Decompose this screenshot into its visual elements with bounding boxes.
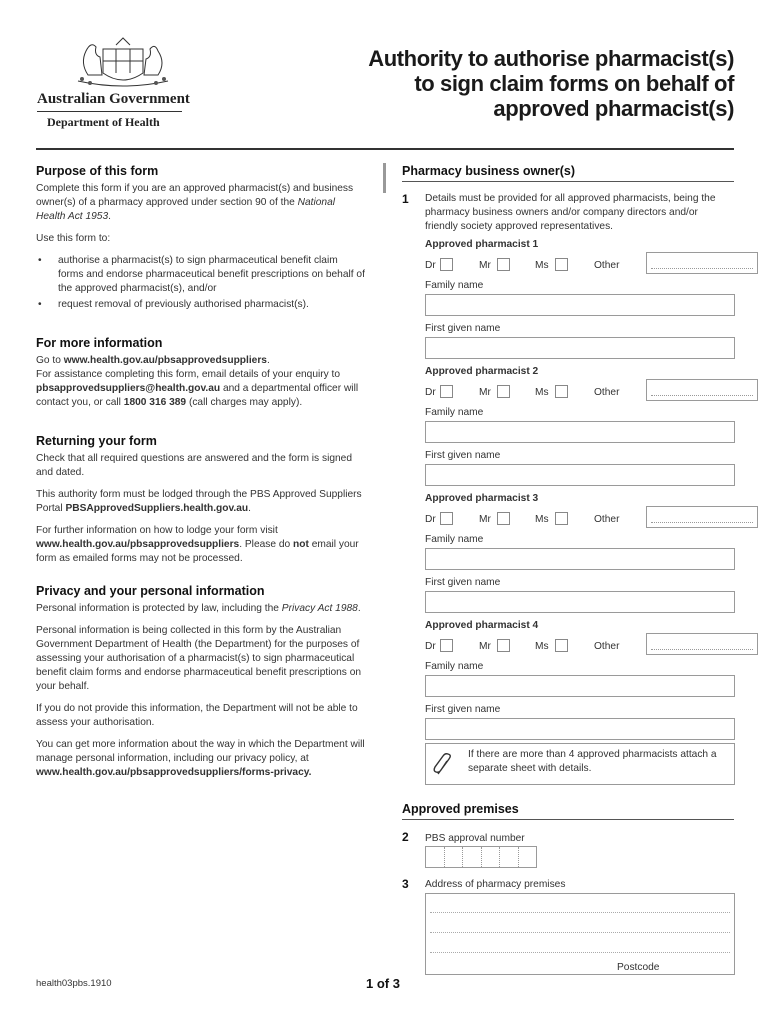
title-dr-checkbox[interactable] (440, 258, 453, 271)
question-3-text: Address of pharmacy premises (425, 879, 566, 890)
more-info-heading: For more information (36, 336, 163, 350)
question-3-number: 3 (402, 877, 409, 891)
title-ms-checkbox[interactable] (555, 385, 568, 398)
title-ms-checkbox[interactable] (555, 512, 568, 525)
pbs-suppliers-link[interactable]: www.health.gov.au/pbsapprovedsuppliers (63, 355, 267, 366)
title-dr-label: Dr (425, 514, 436, 525)
title-ms-checkbox[interactable] (555, 258, 568, 271)
first-name-label: First given name (425, 704, 501, 715)
privacy-text-3: If you do not provide this information, the Department will not be able to assess your authorisation. (36, 703, 358, 728)
premises-address-input[interactable] (425, 893, 735, 975)
title-dr-checkbox[interactable] (440, 512, 453, 525)
first-name-input[interactable] (425, 337, 735, 359)
returning-text-3: For further information on how to lodge your form visit www.health.gov.au/pbsapprovedsuppliers. Please do not email your form as emailed forms may not be processed. (36, 525, 359, 564)
title-mr-checkbox[interactable] (497, 639, 510, 652)
section-marker (383, 163, 386, 193)
title-options (425, 506, 757, 528)
first-name-input[interactable] (425, 464, 735, 486)
info-column (36, 160, 366, 788)
title-other-input[interactable] (646, 379, 758, 401)
pharmacist-heading: Approved pharmacist 1 (425, 239, 539, 250)
purpose-list (36, 254, 366, 312)
title-options (425, 252, 757, 274)
family-name-input[interactable] (425, 548, 735, 570)
attach-note-text: If there are more than 4 approved pharmacists attach a separate sheet with details. (468, 749, 717, 774)
privacy-text-2: Personal information is being collected in this form by the Australian Government Department of Health (the Department) for the purposes of assessing your authorisation of a pharmacist(s) to sign pharmaceutical benefit claim forms and endorse pharmaceutical benefit prescriptions on your behalf. (36, 625, 362, 692)
email-link[interactable]: pbsapprovedsuppliers@health.gov.au (36, 383, 221, 394)
postcode-label: Postcode (617, 962, 660, 973)
title-other-input[interactable] (646, 252, 758, 274)
question-2-text: PBS approval number (425, 833, 525, 844)
title-dr-checkbox[interactable] (440, 385, 453, 398)
first-name-label: First given name (425, 577, 501, 588)
question-2-number: 2 (402, 830, 409, 844)
title-mr-checkbox[interactable] (497, 258, 510, 271)
title-mr-label: Mr (479, 260, 491, 271)
paperclip-icon (432, 752, 454, 776)
family-name-label: Family name (425, 661, 484, 672)
privacy-text-1: Personal information is protected by law, including the Privacy Act 1988. (36, 603, 361, 614)
family-name-input[interactable] (425, 675, 735, 697)
privacy-heading: Privacy and your personal information (36, 584, 265, 598)
form-code: health03pbs.1910 (36, 978, 112, 989)
title-other-label: Other (594, 260, 620, 271)
purpose-text: Complete this form if you are an approved pharmacist(s) and business owner(s) of a pharmacy approved under section 90 of the National Health Act 1953. (36, 183, 354, 222)
title-options (425, 633, 757, 655)
question-1-text: Details must be provided for all approved pharmacists, being the pharmacy business owners and/or company directors and/or friendly society approved representatives. (425, 193, 716, 232)
page-title: Authority to authorise pharmacist(s) to sign claim forms on behalf of approved pharmacist(s) (368, 46, 734, 121)
list-item: • request removal of previously authorised pharmacist(s). (36, 298, 366, 312)
pbs-approval-number-input[interactable] (425, 846, 537, 868)
privacy-text-4: You can get more information about the way in which the Department will manage personal information, including our privacy policy, at www.health.gov.au/pbsapprovedsuppliers/forms-privacy. (36, 739, 365, 778)
premises-heading: Approved premises (402, 802, 519, 816)
list-item: • authorise a pharmacist(s) to sign pharmaceutical benefit claim forms and endorse pharmaceutical benefit prescriptions on behalf of the approved pharmacist(s), and/or (36, 254, 366, 296)
purpose-heading: Purpose of this form (36, 164, 159, 178)
title-options (425, 379, 757, 401)
title-dr-checkbox[interactable] (440, 639, 453, 652)
title-dr-label: Dr (425, 641, 436, 652)
family-name-input[interactable] (425, 294, 735, 316)
first-name-input[interactable] (425, 591, 735, 613)
title-mr-checkbox[interactable] (497, 512, 510, 525)
privacy-policy-link[interactable]: www.health.gov.au/pbsapprovedsuppliers/forms-privacy (36, 767, 309, 778)
title-other-label: Other (594, 641, 620, 652)
title-other-input[interactable] (646, 506, 758, 528)
first-name-input[interactable] (425, 718, 735, 740)
pharmacist-heading: Approved pharmacist 2 (425, 366, 539, 377)
use-form-to: Use this form to: (36, 233, 111, 244)
title-mr-label: Mr (479, 641, 491, 652)
title-other-input[interactable] (646, 633, 758, 655)
government-name: Australian Government (37, 91, 190, 107)
first-name-label: First given name (425, 450, 501, 461)
pharmacist-heading: Approved pharmacist 4 (425, 620, 539, 631)
title-other-label: Other (594, 387, 620, 398)
page-number: 1 of 3 (366, 976, 400, 991)
more-info-text: Go to www.health.gov.au/pbsapprovedsuppliers. For assistance completing this form, email details of your enquiry to pbsapprovedsuppliers@health.gov.au and a departmental officer will contact you, or call 1800 316 389 (call charges may apply). (36, 355, 359, 408)
title-ms-label: Ms (535, 641, 549, 652)
title-mr-checkbox[interactable] (497, 385, 510, 398)
title-mr-label: Mr (479, 514, 491, 525)
owners-rule (402, 181, 734, 182)
returning-text-1: Check that all required questions are answered and the form is signed and dated. (36, 453, 352, 478)
title-other-label: Other (594, 514, 620, 525)
coat-of-arms-icon (58, 35, 188, 93)
title-ms-label: Ms (535, 514, 549, 525)
family-name-label: Family name (425, 407, 484, 418)
returning-heading: Returning your form (36, 434, 157, 448)
returning-text-2: This authority form must be lodged through the PBS Approved Suppliers Portal PBSApprovedSuppliers.health.gov.au. (36, 489, 362, 514)
family-name-label: Family name (425, 534, 484, 545)
title-ms-checkbox[interactable] (555, 639, 568, 652)
pharmacist-heading: Approved pharmacist 3 (425, 493, 539, 504)
owners-heading: Pharmacy business owner(s) (402, 164, 575, 178)
title-mr-label: Mr (479, 387, 491, 398)
title-ms-label: Ms (535, 387, 549, 398)
attach-note (425, 743, 735, 785)
department-name: Department of Health (47, 115, 160, 129)
family-name-input[interactable] (425, 421, 735, 443)
divider (37, 111, 182, 112)
first-name-label: First given name (425, 323, 501, 334)
title-ms-label: Ms (535, 260, 549, 271)
family-name-label: Family name (425, 280, 484, 291)
title-dr-label: Dr (425, 260, 436, 271)
lodge-info-link[interactable]: www.health.gov.au/pbsapprovedsuppliers (36, 539, 240, 550)
question-1-number: 1 (402, 192, 409, 206)
portal-link[interactable]: PBSApprovedSuppliers.health.gov.au (65, 503, 249, 514)
title-dr-label: Dr (425, 387, 436, 398)
header-rule (36, 148, 734, 150)
premises-rule (402, 819, 734, 820)
phone-number: 1800 316 389 (123, 397, 187, 408)
